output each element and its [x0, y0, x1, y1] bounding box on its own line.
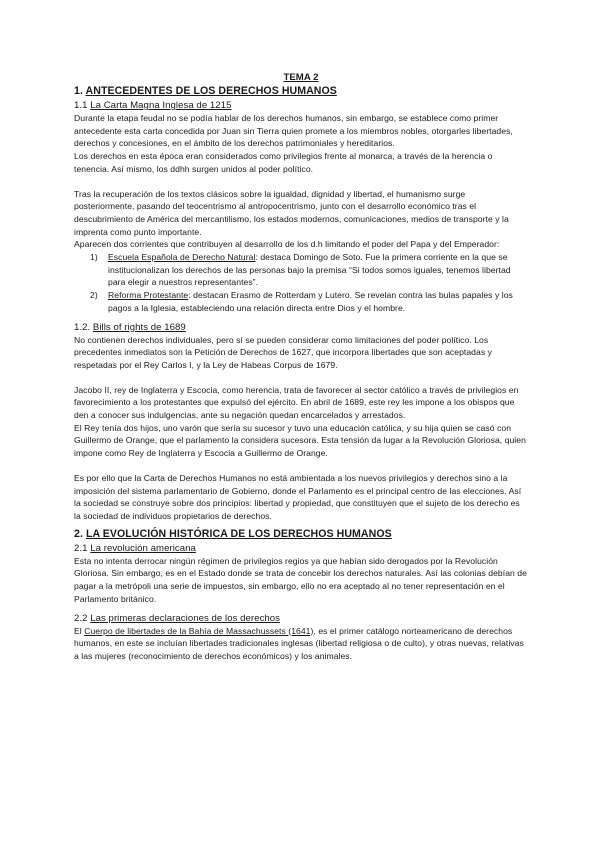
section-1-title: ANTECEDENTES DE LOS DERECHOS HUMANOS: [85, 85, 337, 97]
paragraph: Los derechos en esta época eran considerados como privilegios frente al monarca, a través de la herencia o tenencia. Así mismo, los ddhh surgen unidos al poder político.: [74, 151, 493, 174]
subsection-1-2-heading: [74, 321, 528, 334]
paragraph: Tras la recuperación de los textos clásicos sobre la igualdad, dignidad y libertad, el humanismo surge posteriormente, pasando del teocentrismo al antropocentrismo, junto con el desarrollo económico tras el descubrimiento de América del mercantilismo, los estados modernos, comunicaciones, medios de transporte y la imprenta como punto importante.: [74, 188, 509, 237]
list-item-label: Escuela Española de Derecho Natural: [108, 252, 256, 263]
paragraph: No contienen derechos individuales, pero sí se pueden considerar como limitaciones del poder político. Los precedentes inmediatos son la Petición de Derechos de 1627, que incorpora libertades que son aceptadas y respetadas por el Rey Carlos I, y la Ley de Habeas Corpus de 1679.: [74, 334, 492, 370]
paragraph: El Rey tenía dos hijos, uno varón que sería su sucesor y tuvo una educación católica, y su hija quien se casó con Guillermo de Orange, que el parlamento la considera sucesora. Esta tensión da lugar a la Revolución Gloriosa, quien impone como Rey de Inglaterra y Escocia a Guillermo de Orange.: [74, 422, 526, 459]
subsection-1-1-number: 1.1: [74, 100, 88, 111]
subsection-1-2-title: Bills of rights de 1689: [92, 321, 186, 333]
subsection-2-2-heading: [74, 612, 528, 625]
subsection-1-2-number: 1.2.: [74, 321, 91, 333]
subsection-2-2-title: Las primeras declaraciones de los derechos: [90, 612, 281, 624]
paragraph: Es por ello que la Carta de Derechos Humanos no está ambientada a los nuevos privilegios y derechos sino a la imposición del sistema parlamentario de Gobierno, donde el Parlamento es el principal centro de las elecciones. Así la sociedad se construye sobre dos principios: libertad y propiedad, que constituyen que el sujeto de los derecho es la sociedad de individuos propietarios de derechos.: [74, 472, 522, 521]
list-item-label: Reforma Protestante: [108, 290, 189, 301]
section-2-number: 2.: [74, 527, 83, 540]
subsection-2-1-number: 2.1: [74, 542, 88, 554]
list-item-number: 1): [90, 252, 98, 263]
subsection-1-1-heading: [74, 99, 528, 112]
section-2-heading: [74, 528, 528, 541]
paragraph: Esta no intenta derrocar ningún régimen de privilegios regios ya que habían sido derogados por la Revolución Gloriosa. Sin embargo, es en el Estado donde se trata de concebir los derechos naturales. Así las colonias debían de pagar a la metrópoli una serie de impuestos, sin embargo, ello no era aceptado al no tener representación en el Parlamento británico.: [74, 555, 527, 604]
document-title: TEMA 2: [283, 72, 319, 83]
section-1-heading: [74, 85, 528, 98]
massachusetts-reference: Cuerpo de libertades de la Bahía de Massachussets (1641): [84, 625, 314, 636]
list-item-text: : destaca Domingo de Soto. Fue la primera corriente en la que se institucionalizan los derechos de las personas bajo la premisa “Si todos somos iguales, tenemos libertad para elegir a nuestros representantes”.: [108, 252, 511, 288]
subsection-1-1-title: La Carta Magna Inglesa de 1215: [90, 100, 232, 111]
paragraph: Jacobo II, rey de Inglaterra y Escocia, como herencia, trata de favorecer al sector católico a través de privilegios en favorecimiento a los protestantes que expulsó del ejército. En abril de 1689, este rey les impone a los obispos que den a conocer sus indulgencias, ante su negación quedan encarcelados y arrestados.: [74, 384, 519, 421]
paragraph-text: , es el primer catálogo norteamericano de derechos humanos, en este se incluían libertades tradicionales inglesas (libertad religiosa o de culto), y otras nuevas, relativas a las mujeres (reconocimiento de derechos económicos) y los animales.: [74, 625, 524, 661]
subsection-2-1-heading: [74, 542, 528, 555]
paragraph: [74, 625, 528, 663]
list-item: [90, 289, 528, 314]
subsection-2-1-title: La revolución americana: [90, 542, 196, 554]
paragraph: Aparecen dos corrientes que contribuyen al desarrollo de los d.h limitando el poder del Papa y del Emperador:: [74, 239, 500, 250]
paragraph-prefix: El: [74, 625, 85, 636]
list-item-number: 2): [90, 290, 98, 301]
list-item: [90, 251, 528, 289]
paragraph: Durante la etapa feudal no se podía hablar de los derechos humanos, sin embargo, se establece como primer antecedente esta carta concedida por Juan sin Tierra quien promete a los miembros nobles, otorgarles libertades, derechos y concesiones, en el ámbito de los derechos patrimoniales y hereditarios.: [74, 113, 513, 149]
currents-list: [74, 251, 528, 315]
subsection-2-2-number: 2.2: [74, 612, 88, 624]
list-item-text: : destacan Erasmo de Rotterdam y Lutero. Se revelan contra las bulas papales y los pagos a la Iglesia, estableciendo una relación directa entre Dios y el hombre.: [108, 290, 513, 313]
section-1-number: 1.: [74, 85, 83, 97]
section-2-title: LA EVOLUCIÓN HISTÓRICA DE LOS DERECHOS HUMANOS: [85, 527, 392, 540]
